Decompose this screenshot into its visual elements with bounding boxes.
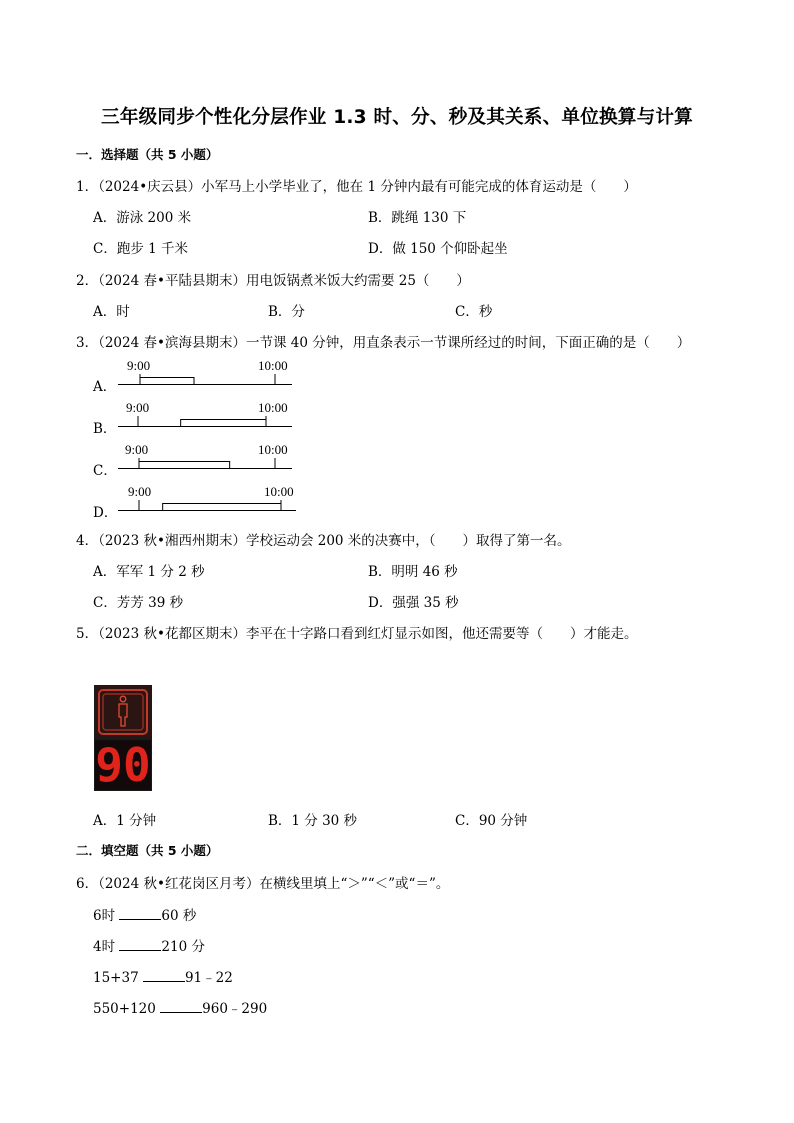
section-heading-choice: 一．选择题（共 5 小题） bbox=[76, 147, 219, 162]
comparison-left: 6时 bbox=[93, 908, 120, 924]
q2-option-b: B．分 bbox=[268, 304, 305, 320]
timeline-b-start-label: 9:00 bbox=[126, 400, 150, 415]
question-4-stem: 4．（2023 秋•湘西州期末）学校运动会 200 米的决赛中，（ ）取得了第一名。 bbox=[76, 533, 571, 549]
q3-option-c: C． bbox=[93, 463, 117, 479]
timeline-b bbox=[118, 414, 296, 430]
question-2-stem: 2．（2024 春•平陆县期末）用电饭锅煮米饭大约需要 25（ ） bbox=[76, 273, 470, 289]
timeline-c-start-label: 9:00 bbox=[125, 442, 149, 457]
question-3-stem: 3．（2024 春•滨海县期末）一节课 40 分钟，用直条表示一节课所经过的时间，下面正确的是（ ） bbox=[76, 335, 691, 351]
comparison-item bbox=[93, 997, 267, 1017]
q3-option-d: D． bbox=[93, 505, 118, 521]
timeline-a-start-label: 9:00 bbox=[127, 358, 151, 373]
timeline-d bbox=[118, 498, 296, 514]
comparison-item bbox=[93, 904, 196, 924]
comparison-left: 550+120 bbox=[93, 1001, 161, 1017]
comparison-right: 91﹣22 bbox=[184, 970, 233, 986]
question-6-stem: 6．（2024 秋•红花岗区月考）在横线里填上“＞”“＜”或“＝”。 bbox=[76, 876, 450, 892]
comparison-item bbox=[93, 966, 233, 986]
timeline-d-start-label: 9:00 bbox=[128, 484, 152, 499]
section-heading-fill: 二．填空题（共 5 小题） bbox=[76, 843, 219, 858]
timeline-c-end-label: 10:00 bbox=[258, 442, 288, 457]
q1-option-c: C．跑步 1 千米 bbox=[93, 241, 189, 257]
pedestrian-signal-image bbox=[94, 685, 152, 791]
question-5-stem: 5．（2023 秋•花都区期末）李平在十字路口看到红灯显示如图，他还需要等（ ）才能走。 bbox=[76, 626, 638, 642]
comparison-right: 60 秒 bbox=[161, 908, 197, 924]
q5-option-c: C．90 分钟 bbox=[455, 813, 528, 829]
answer-blank[interactable] bbox=[119, 907, 161, 920]
q1-option-a: A．游泳 200 米 bbox=[93, 210, 192, 226]
answer-blank[interactable] bbox=[119, 938, 161, 951]
q4-option-d: D．强强 35 秒 bbox=[368, 595, 459, 611]
q3-option-a: A． bbox=[93, 379, 117, 395]
comparison-item bbox=[93, 935, 205, 955]
signal-countdown-digits: 90 bbox=[95, 738, 151, 792]
answer-blank[interactable] bbox=[160, 1000, 202, 1013]
q2-option-c: C．秒 bbox=[455, 304, 493, 320]
q4-option-a: A．军军 1 分 2 秒 bbox=[93, 564, 205, 580]
duration-bar bbox=[181, 420, 266, 427]
duration-bar bbox=[163, 504, 281, 511]
duration-bar bbox=[140, 378, 194, 385]
answer-blank[interactable] bbox=[143, 969, 185, 982]
timeline-c bbox=[118, 456, 296, 472]
timeline-a bbox=[118, 372, 296, 388]
q3-option-b: B． bbox=[93, 421, 117, 437]
q5-option-b: B．1 分 30 秒 bbox=[268, 813, 358, 829]
q1-option-d: D．做 150 个仰卧起坐 bbox=[368, 241, 508, 257]
q4-option-b: B．明明 46 秒 bbox=[368, 564, 458, 580]
comparison-right: 210 分 bbox=[161, 939, 205, 955]
comparison-left: 15+37 bbox=[93, 970, 143, 986]
comparison-right: 960﹣290 bbox=[202, 1001, 268, 1017]
page-title: 三年级同步个性化分层作业 1.3 时、分、秒及其关系、单位换算与计算 bbox=[101, 107, 693, 128]
q2-option-a: A．时 bbox=[93, 304, 130, 320]
q4-option-c: C．芳芳 39 秒 bbox=[93, 595, 184, 611]
question-1-stem: 1．（2024•庆云县）小军马上小学毕业了，他在 1 分钟内最有可能完成的体育运动是（ ） bbox=[76, 179, 637, 195]
comparison-left: 4时 bbox=[93, 939, 120, 955]
timeline-a-end-label: 10:00 bbox=[258, 358, 288, 373]
timeline-b-end-label: 10:00 bbox=[258, 400, 288, 415]
q5-option-a: A．1 分钟 bbox=[93, 813, 157, 829]
timeline-d-end-label: 10:00 bbox=[264, 484, 294, 499]
q1-option-b: B．跳绳 130 下 bbox=[368, 210, 467, 226]
duration-bar bbox=[139, 462, 230, 469]
